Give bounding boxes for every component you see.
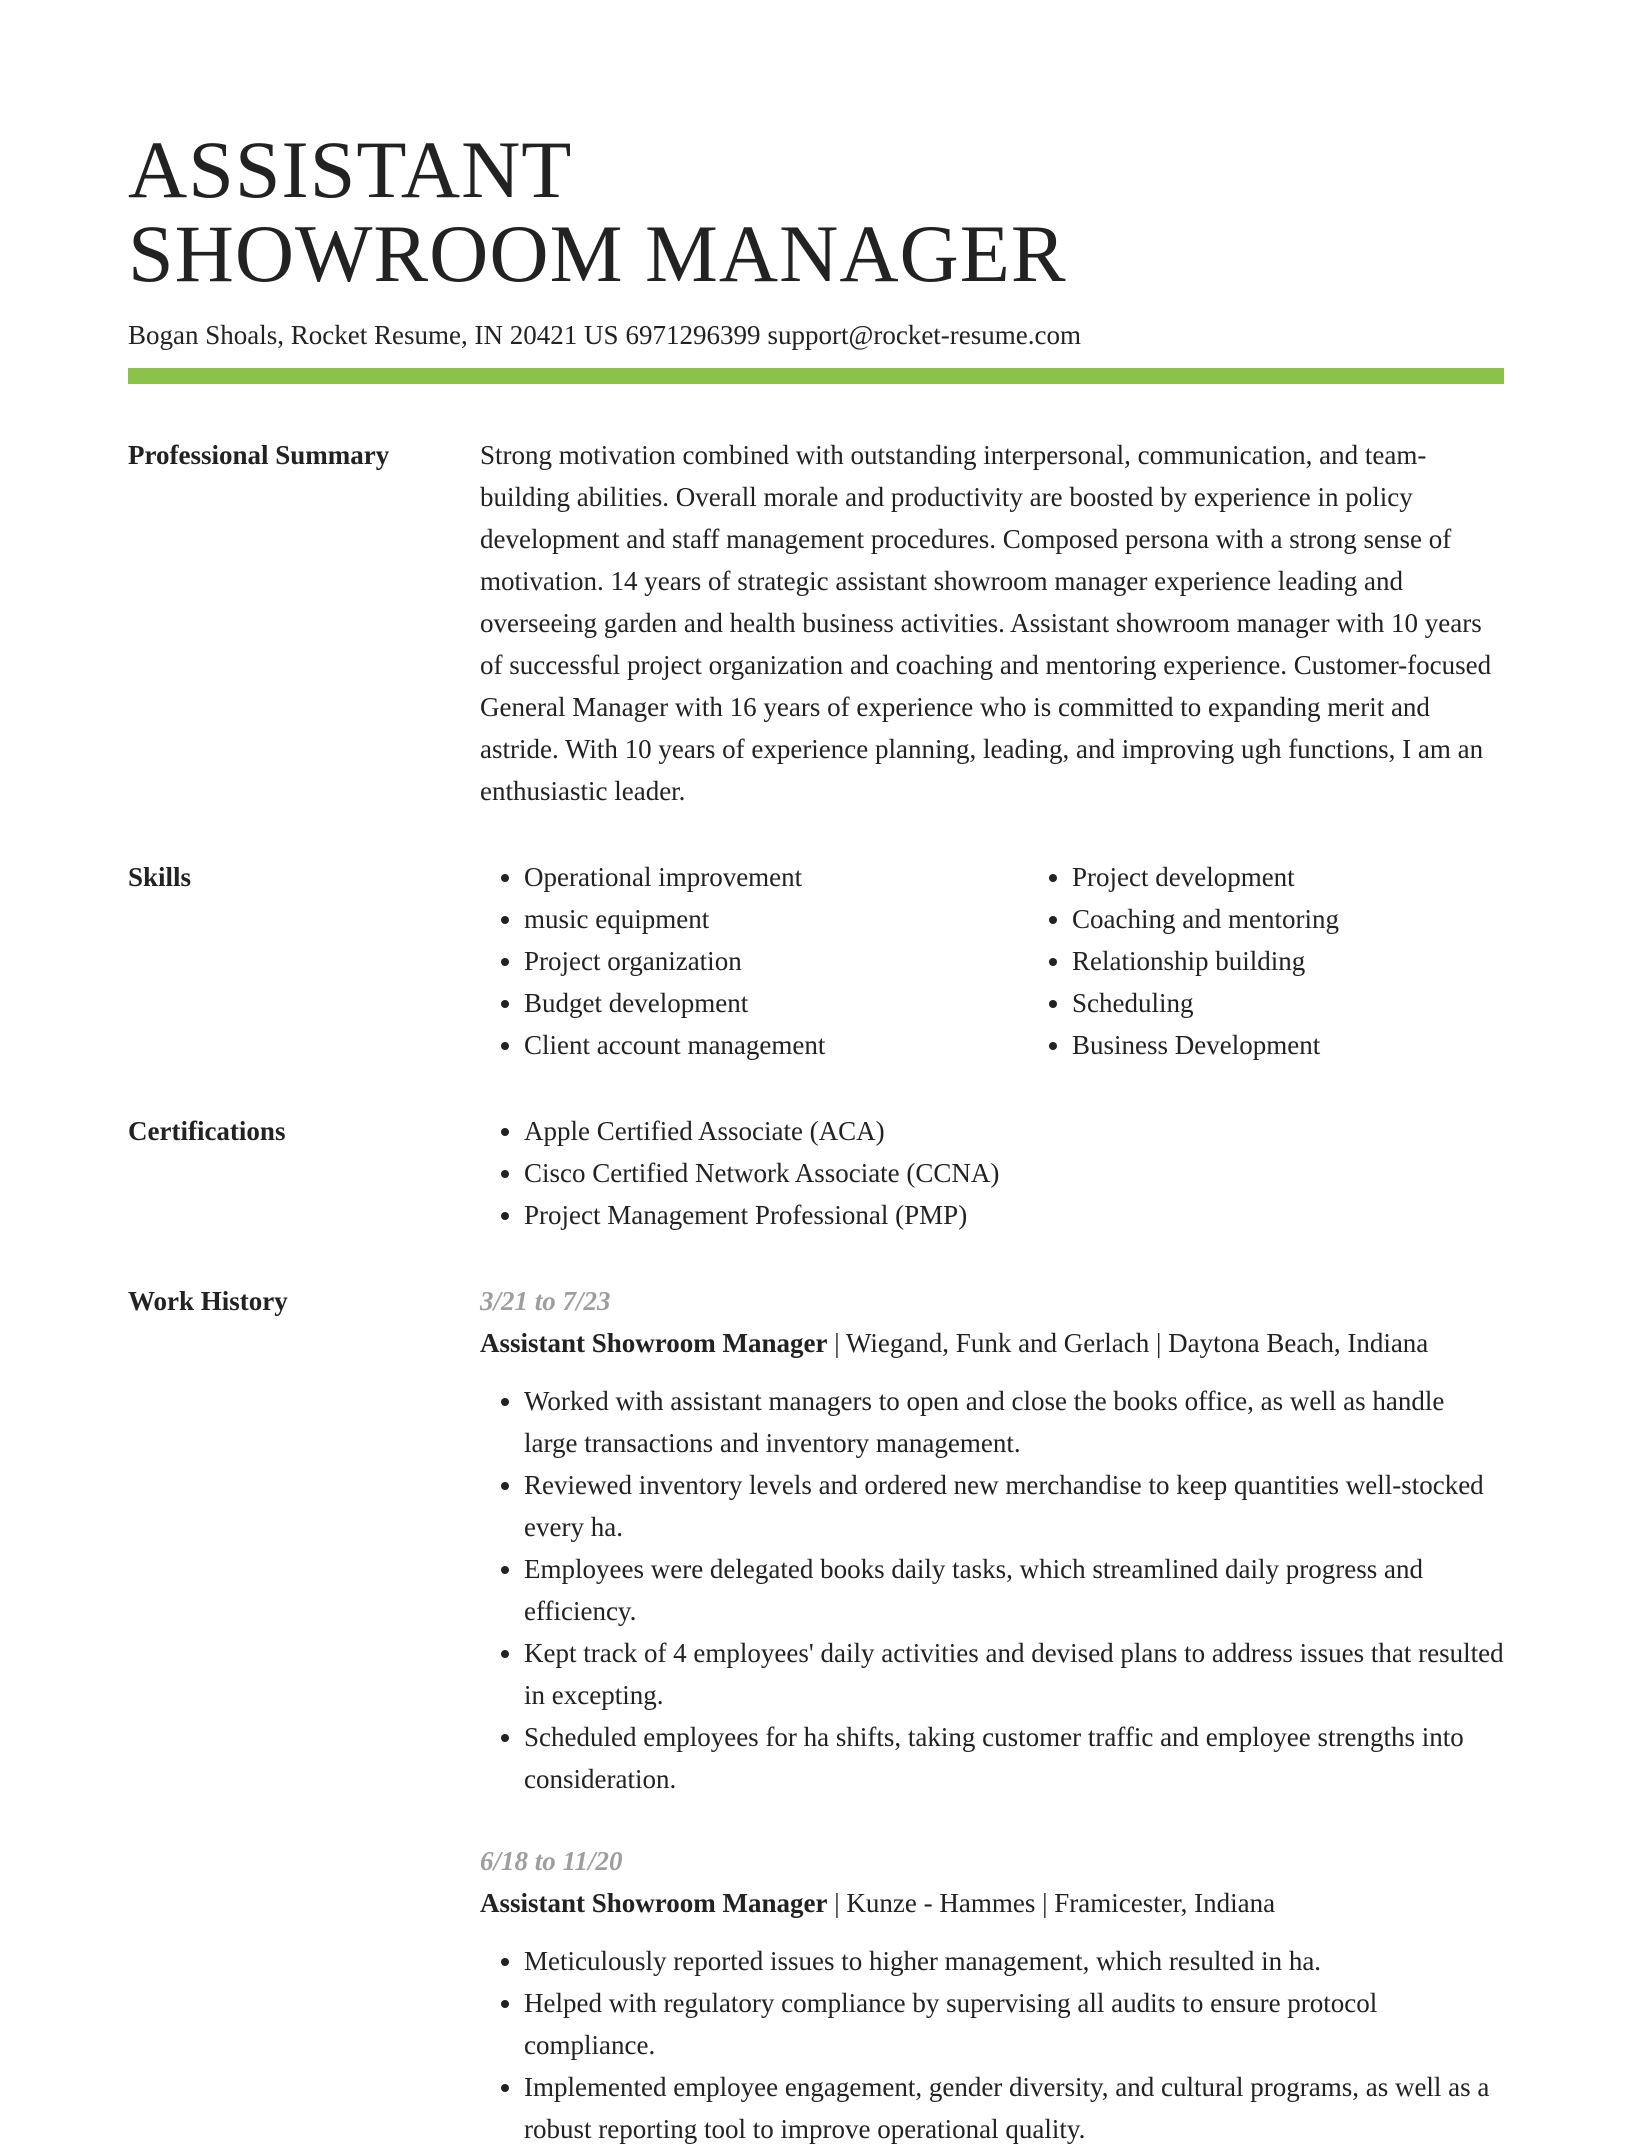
job-bullet: • Reviewed inventory levels and ordered new merchandise to keep quantities well-stocked every ha. — [524, 1464, 1504, 1548]
job-entry — [480, 1280, 1504, 1800]
job-title-line — [480, 1322, 1504, 1364]
job-bullet: • Kept track of 4 employees' daily activities and devised plans to address issues that resulted in excepting. — [524, 1632, 1504, 1716]
certification-item: • Apple Certified Associate (ACA) — [524, 1110, 1504, 1152]
section-title-work-history: Work History — [128, 1286, 288, 1316]
name-line-1: ASSISTANT — [128, 124, 573, 215]
skill-item: • Operational improvement — [524, 856, 1028, 898]
contact-email: support@rocket-resume.com — [767, 320, 1082, 350]
job-date: 3/21 to 7/23 — [480, 1286, 611, 1316]
skill-item: • Coaching and mentoring — [1072, 898, 1576, 940]
contact-address: Bogan Shoals, Rocket Resume, IN 20421 US — [128, 320, 619, 350]
job-entry — [480, 1840, 1504, 2150]
header-divider — [128, 368, 1504, 384]
job-date: 6/18 to 11/20 — [480, 1846, 623, 1876]
skill-item: • Business Development — [1072, 1024, 1576, 1066]
job-bullet: • Implemented employee engagement, gender diversity, and cultural programs, as well as a robust reporting tool to improve operational quality. — [524, 2066, 1504, 2150]
skill-item: • music equipment — [524, 898, 1028, 940]
certifications-section — [128, 1110, 1504, 1236]
contact-phone: 6971296399 — [625, 320, 761, 350]
job-details: | Kunze - Hammes | Framicester, Indiana — [827, 1888, 1276, 1918]
contact-line — [128, 318, 1504, 352]
skill-item: • Client account management — [524, 1024, 1028, 1066]
skill-item: • Budget development — [524, 982, 1028, 1024]
job-bullet: • Worked with assistant managers to open and close the books office, as well as handle large transactions and inventory management. — [524, 1380, 1504, 1464]
skills-list-left — [480, 856, 1028, 1066]
skill-item: • Project development — [1072, 856, 1576, 898]
job-bullets — [480, 1380, 1504, 1800]
skill-item: • Scheduling — [1072, 982, 1576, 1024]
certifications-list — [480, 1110, 1504, 1236]
job-title: Assistant Showroom Manager — [480, 1888, 828, 1918]
skill-item: • Project organization — [524, 940, 1028, 982]
summary-text: Strong motivation combined with outstanding interpersonal, communication, and team-building abilities. Overall morale and productivity are boosted by experience in policy development and staff management procedures. Composed persona with a strong sense of motivation. 14 years of strategic assistant showroom manager experience leading and overseeing garden and health business activities. Assistant showroom manager with 10 years of successful project organization and coaching and mentoring experience. Customer-focused General Manager with 16 years of experience who is committed to expanding merit and astride. With 10 years of experience planning, leading, and improving ugh functions, I am an enthusiastic leader. — [480, 440, 1492, 806]
job-bullet: • Employees were delegated books daily tasks, which streamlined daily progress and efficiency. — [524, 1548, 1504, 1632]
job-bullet: • Helped with regulatory compliance by supervising all audits to ensure protocol compliance. — [524, 1982, 1504, 2066]
section-title-summary: Professional Summary — [128, 440, 390, 470]
certification-item: • Project Management Professional (PMP) — [524, 1194, 1504, 1236]
job-title-line — [480, 1882, 1504, 1924]
skills-section — [128, 856, 1504, 1066]
section-title-skills: Skills — [128, 862, 192, 892]
resume-name — [128, 124, 1504, 299]
job-details: | Wiegand, Funk and Gerlach | Daytona Beach, Indiana — [827, 1328, 1429, 1358]
skill-item: • Relationship building — [1072, 940, 1576, 982]
job-bullets — [480, 1940, 1504, 2150]
resume-page — [128, 124, 1504, 2150]
section-title-certifications: Certifications — [128, 1116, 286, 1146]
work-history-section — [128, 1280, 1504, 2150]
certification-item: • Cisco Certified Network Associate (CCNA) — [524, 1152, 1504, 1194]
summary-section — [128, 434, 1504, 812]
job-title: Assistant Showroom Manager — [480, 1328, 828, 1358]
job-bullet: • Meticulously reported issues to higher management, which resulted in ha. — [524, 1940, 1504, 1982]
job-bullet: • Scheduled employees for ha shifts, taking customer traffic and employee strengths into consideration. — [524, 1716, 1504, 1800]
skills-list-right — [1028, 856, 1576, 1066]
name-line-2: SHOWROOM MANAGER — [128, 208, 1067, 299]
